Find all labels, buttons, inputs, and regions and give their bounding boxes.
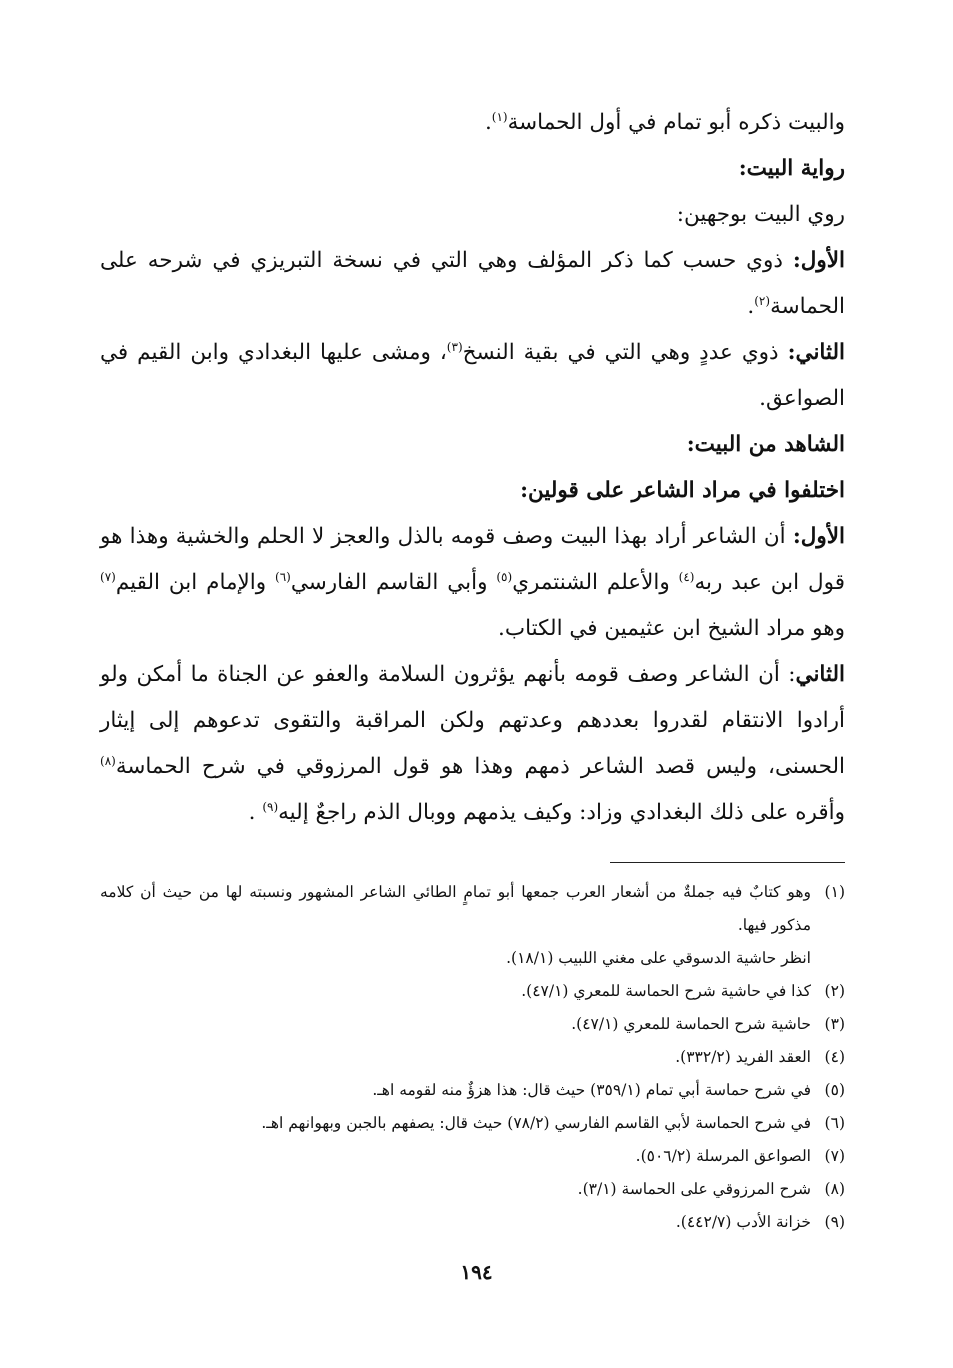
first-opinion-lead: الأول:: [792, 524, 845, 549]
first-opinion-text-a: أن الشاعر أراد بهذا البيت وصف قومه بالذل والعجز لا الحلم والخشية وهذا هو قول ابن عبد ربه: [100, 524, 845, 595]
intro-text: والبيت ذكره أبو تمام في أول الحماسة: [507, 110, 845, 135]
footnote-number: (٥): [824, 1081, 845, 1099]
first-opinion-text-d: والإمام ابن القيم: [115, 570, 276, 595]
second-reading-text-a: ذوي عددٍ وهي التي في بقية النسخ: [462, 340, 788, 365]
intro-end: .: [484, 110, 492, 135]
footnote-number: (٦): [824, 1114, 845, 1132]
footnote-divider: [610, 862, 845, 863]
first-reading-lead: الأول:: [792, 248, 845, 273]
footnote-9: [100, 1206, 845, 1239]
footnote-3: [100, 1008, 845, 1041]
footnote-6: [100, 1107, 845, 1140]
footnote-5: [100, 1074, 845, 1107]
first-reading-text: ذوي حسب كما ذكر المؤلف وهي التي في نسخة التبريزي في شرحه على الحماسة: [100, 248, 845, 319]
heading-shahid: الشاهد من البيت:: [686, 432, 845, 457]
footnote-ref-4: (٤): [678, 569, 695, 584]
paragraph-first-reading: [100, 238, 845, 330]
main-text: [100, 100, 845, 836]
footnote-ref-9: (٩): [262, 799, 279, 814]
second-reading-lead: الثاني:: [787, 340, 845, 365]
first-opinion-text-c: وأبي القاسم الفارسي: [290, 570, 497, 595]
paragraph-wajhayn: روي البيت بوجهين:: [676, 202, 845, 227]
footnote-text: في شرح الحماسة لأبي القاسم الفارسي (٧٨/٢) حيث قال: يصفهم بالجبن وبهوانهم اهـ.: [261, 1114, 811, 1132]
footnote-1-continuation: انظر حاشية الدسوقي على مغني اللبيب (١٨/١).: [506, 949, 811, 967]
footnote-text: حاشية شرح الحماسة للمعري (٤٧/١).: [571, 1015, 811, 1033]
footnote-number: (٩): [824, 1213, 845, 1231]
footnote-1: [100, 876, 845, 942]
footnote-4: [100, 1041, 845, 1074]
footnote-ref-7: (٧): [100, 569, 116, 584]
footnote-text: خزانة الأدب (٤٤٢/٧).: [675, 1213, 811, 1231]
footnote-ref-5: (٥): [496, 569, 513, 584]
heading-ikhtalafu: اختلفوا في مراد الشاعر على قولين:: [520, 478, 845, 503]
second-opinion-text-a: : أن الشاعر وصف قومه بأنهم يؤثرون السلامة والعفو عن الجناة ما أمكن ولو أرادوا الانتقام لقدروا بعددهم وعدتهم ولكن المراقبة والتقوى تدعوهم إلى إيثار الحسنى، وليس قصد الشاعر ذمهم وهذا هو قول المرزوقي في شرح الحماسة: [100, 662, 845, 779]
footnote-8: [100, 1173, 845, 1206]
footnote-ref-2: (٢): [754, 293, 771, 308]
paragraph-first-opinion: [100, 514, 845, 652]
second-reading-text-b: ، ومشى عليها البغدادي وابن القيم في الصواعق.: [100, 340, 845, 411]
footnote-number: (٤): [824, 1048, 845, 1066]
second-opinion-text-b: وأقره على ذلك البغدادي وزاد: وكيف يذمهم ووبال الذم راجعٌ إليه: [278, 800, 845, 825]
footnote-ref-1: (١): [491, 109, 508, 124]
footnote-text: شرح المرزوقي على الحماسة (٣/١).: [577, 1180, 811, 1198]
footnote-text: وهو كتابٌ فيه جملةٌ من أشعار العرب جمعها أبو تمامٍ الطائي الشاعر المشهور ونسبته لها من حيث أن كلامه مذكور فيها.: [100, 883, 811, 934]
footnotes: [100, 876, 845, 1239]
paragraph-intro: [100, 100, 845, 146]
second-opinion-lead: الثاني: [795, 662, 845, 687]
first-reading-end: .: [747, 294, 755, 319]
footnote-text: كذا في حاشية شرح الحماسة للمعري (٤٧/١).: [521, 982, 811, 1000]
footnote-number: (٨): [824, 1180, 845, 1198]
second-opinion-end: .: [248, 800, 263, 825]
footnote-number: (٢): [824, 982, 845, 1000]
footnote-ref-8: (٨): [100, 753, 116, 768]
first-opinion-text-b: والأعلم الشنتمري: [512, 570, 679, 595]
footnote-number: (٣): [824, 1015, 845, 1033]
footnote-text: الصواعق المرسلة (٥٠٦/٢).: [635, 1147, 811, 1165]
footnote-number: (١): [824, 883, 845, 901]
paragraph-second-opinion: [100, 652, 845, 836]
footnote-ref-6: (٦): [275, 569, 291, 584]
footnote-ref-3: (٣): [446, 339, 463, 354]
footnote-7: [100, 1140, 845, 1173]
footnote-number: (٧): [824, 1147, 845, 1165]
footnote-text: العقد الفريد (٣٣٢/٢).: [675, 1048, 811, 1066]
heading-riwaya: رواية البيت:: [738, 156, 845, 181]
paragraph-second-reading: [100, 330, 845, 422]
first-opinion-text-e: وهو مراد الشيخ ابن عثيمين في الكتاب.: [498, 616, 845, 641]
page-number: ١٩٤: [460, 1260, 493, 1284]
body-text: [100, 100, 845, 836]
footnote-2: [100, 975, 845, 1008]
footnote-text: في شرح حماسة أبي تمام (٣٥٩/١) حيث قال: هذا هزؤٌ منه لقومه اهـ.: [372, 1081, 811, 1099]
